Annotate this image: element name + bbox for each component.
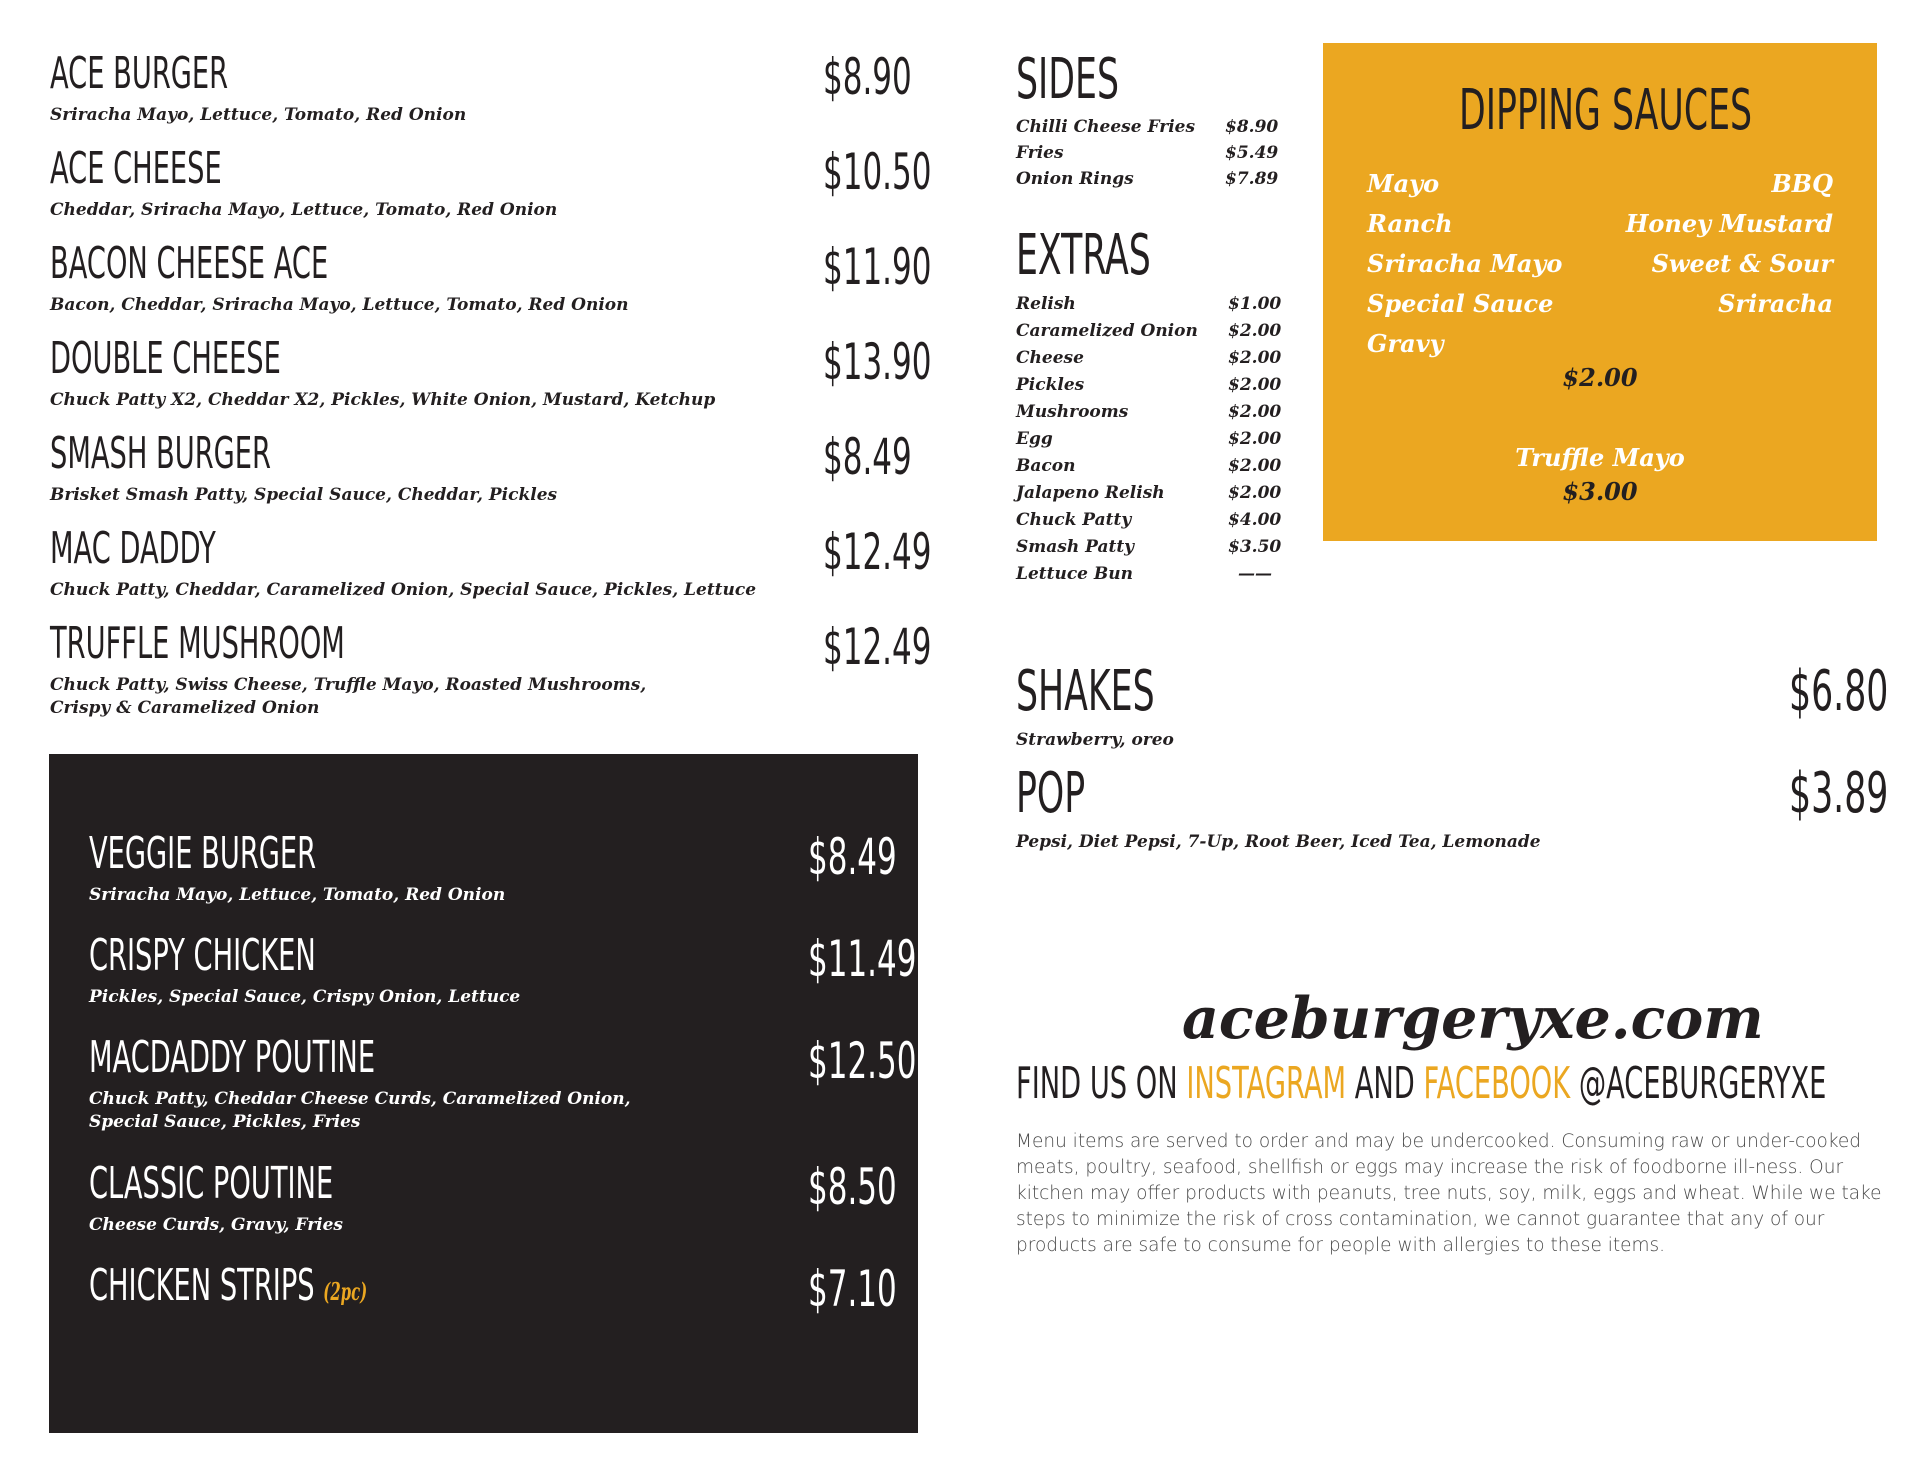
item-description: Chuck Patty X2, Cheddar X2, Pickles, White Onion, Mustard, Ketchup [50, 390, 716, 410]
item-description: Chuck Patty, Cheddar, Caramelized Onion, Special Sauce, Pickles, Lettuce [50, 580, 757, 600]
item-price: $10.50 [823, 143, 932, 201]
extra-item-price: $4.00 [1228, 510, 1282, 530]
item-price: $7.10 [808, 1260, 897, 1318]
item-name: MACDADDY POUTINE [89, 1032, 376, 1083]
extra-item-price: $2.00 [1228, 456, 1282, 476]
extra-item-price: $1.00 [1228, 294, 1282, 314]
sauce-item: BBQ [1771, 169, 1833, 198]
sauce-price: $2.00 [1562, 363, 1638, 392]
extra-item-price: $2.00 [1228, 321, 1282, 341]
item-tag: (2pc) [323, 1277, 368, 1306]
premium-sauce-price: $3.00 [1562, 477, 1638, 506]
sauce-item: Special Sauce [1367, 289, 1554, 318]
dipping-sauces-box [1323, 43, 1877, 541]
extra-item-name: Chuck Patty [1016, 510, 1132, 530]
item-name: ACE BURGER [50, 48, 229, 99]
item-description: Cheddar, Sriracha Mayo, Lettuce, Tomato, Red Onion [50, 200, 558, 220]
extra-item-name: Cheese [1016, 348, 1084, 368]
item-price: $11.90 [823, 238, 932, 296]
shakes-name: SHAKES [1016, 659, 1155, 724]
item-description: Special Sauce, Pickles, Fries [89, 1112, 361, 1132]
item-description: Chuck Patty, Swiss Cheese, Truffle Mayo, Roasted Mushrooms, [50, 675, 647, 695]
pop-description: Pepsi, Diet Pepsi, 7-Up, Root Beer, Iced Tea, Lemonade [1016, 832, 1541, 852]
sauce-item: Sriracha [1718, 289, 1833, 318]
item-name: CRISPY CHICKEN [89, 930, 316, 981]
side-item-price: $5.49 [1225, 143, 1279, 163]
extra-item-price: $2.00 [1228, 402, 1282, 422]
item-description: Chuck Patty, Cheddar Cheese Curds, Caramelized Onion, [89, 1089, 631, 1109]
extra-item-price: $2.00 [1228, 375, 1282, 395]
item-price: $11.49 [808, 930, 917, 988]
allergy-disclaimer: Menu items are served to order and may be undercooked. Consuming raw or under-cooked meats, poultry, seafood, shellfish or eggs may increase the risk of foodborne ill-ness. Our kitchen may offer products with peanuts, tree nuts, soy, milk, eggs and wheat. While we take steps to minimize the risk of cross contamination, we cannot guarantee that any of our products are safe to consume for people with allergies to these items. [1016, 1131, 1882, 1256]
item-description: Bacon, Cheddar, Sriracha Mayo, Lettuce, Tomato, Red Onion [50, 295, 629, 315]
extra-item-name: Lettuce Bun [1016, 564, 1134, 584]
extra-item-name: Smash Patty [1016, 537, 1135, 557]
side-item-price: $8.90 [1225, 117, 1279, 137]
item-description: Crispy & Caramelized Onion [50, 698, 320, 718]
item-name: TRUFFLE MUSHROOM [50, 618, 345, 669]
social-handle: @ACEBURGERYXE [1570, 1058, 1827, 1109]
side-item-name: Chilli Cheese Fries [1016, 117, 1196, 137]
shakes-description: Strawberry, oreo [1016, 730, 1174, 750]
item-name [89, 1260, 367, 1318]
extra-item-name: Bacon [1016, 456, 1076, 476]
item-price: $12.49 [823, 523, 932, 581]
extra-item-name: Pickles [1016, 375, 1085, 395]
sauce-item: Sriracha Mayo [1367, 249, 1563, 278]
dipping-sauces-heading: DIPPING SAUCES [1459, 78, 1753, 143]
item-price: $13.90 [823, 333, 932, 391]
premium-sauce-name: Truffle Mayo [1515, 443, 1685, 472]
extra-item-name: Jalapeno Relish [1016, 483, 1165, 503]
pop-price: $3.89 [1789, 761, 1889, 826]
item-description: Pickles, Special Sauce, Crispy Onion, Lettuce [89, 987, 521, 1007]
extra-item-price: —— [1238, 564, 1272, 584]
item-price: $12.49 [823, 618, 932, 676]
item-name-text: CHICKEN STRIPS [89, 1260, 315, 1311]
item-name: VEGGIE BURGER [89, 828, 317, 879]
extras-heading: EXTRAS [1016, 223, 1151, 288]
extra-item-name: Egg [1016, 429, 1053, 449]
sauce-item: Ranch [1367, 209, 1453, 238]
sauce-item: Sweet & Sour [1651, 249, 1833, 278]
item-price: $8.50 [808, 1158, 897, 1216]
item-price: $8.90 [823, 48, 912, 106]
side-item-name: Onion Rings [1016, 169, 1134, 189]
extra-item-price: $3.50 [1228, 537, 1282, 557]
social-text: FIND US ON [1016, 1058, 1187, 1109]
sauce-item: Honey Mustard [1625, 209, 1833, 238]
social-line [1016, 1058, 1826, 1110]
extra-item-name: Mushrooms [1016, 402, 1129, 422]
sauce-item: Mayo [1367, 169, 1440, 198]
item-description: Cheese Curds, Gravy, Fries [89, 1215, 343, 1235]
item-name: CLASSIC POUTINE [89, 1158, 334, 1209]
sauce-item: Gravy [1367, 329, 1444, 358]
facebook-link[interactable]: FACEBOOK [1423, 1058, 1571, 1109]
item-price: $8.49 [823, 428, 912, 486]
item-description: Brisket Smash Patty, Special Sauce, Cheddar, Pickles [50, 485, 558, 505]
item-price: $12.50 [808, 1032, 917, 1090]
shakes-price: $6.80 [1789, 659, 1889, 724]
side-item-name: Fries [1016, 143, 1064, 163]
sides-heading: SIDES [1016, 47, 1119, 112]
item-name: DOUBLE CHEESE [50, 333, 281, 384]
pop-name: POP [1016, 761, 1086, 826]
item-name: MAC DADDY [50, 523, 216, 574]
extra-item-price: $2.00 [1228, 483, 1282, 503]
item-price: $8.49 [808, 828, 897, 886]
extra-item-price: $2.00 [1228, 348, 1282, 368]
instagram-link[interactable]: INSTAGRAM [1186, 1058, 1347, 1109]
website-link[interactable]: aceburgeryxe.com [1182, 985, 1764, 1052]
extra-item-name: Relish [1016, 294, 1076, 314]
extra-item-name: Caramelized Onion [1016, 321, 1198, 341]
dark-menu-panel [49, 754, 918, 1433]
item-description: Sriracha Mayo, Lettuce, Tomato, Red Onion [89, 885, 506, 905]
item-name: ACE CHEESE [50, 143, 222, 194]
item-name: BACON CHEESE ACE [50, 238, 329, 289]
side-item-price: $7.89 [1225, 169, 1279, 189]
extra-item-price: $2.00 [1228, 429, 1282, 449]
item-name: SMASH BURGER [50, 428, 271, 479]
item-description: Sriracha Mayo, Lettuce, Tomato, Red Onion [50, 105, 467, 125]
social-text: AND [1346, 1058, 1424, 1109]
